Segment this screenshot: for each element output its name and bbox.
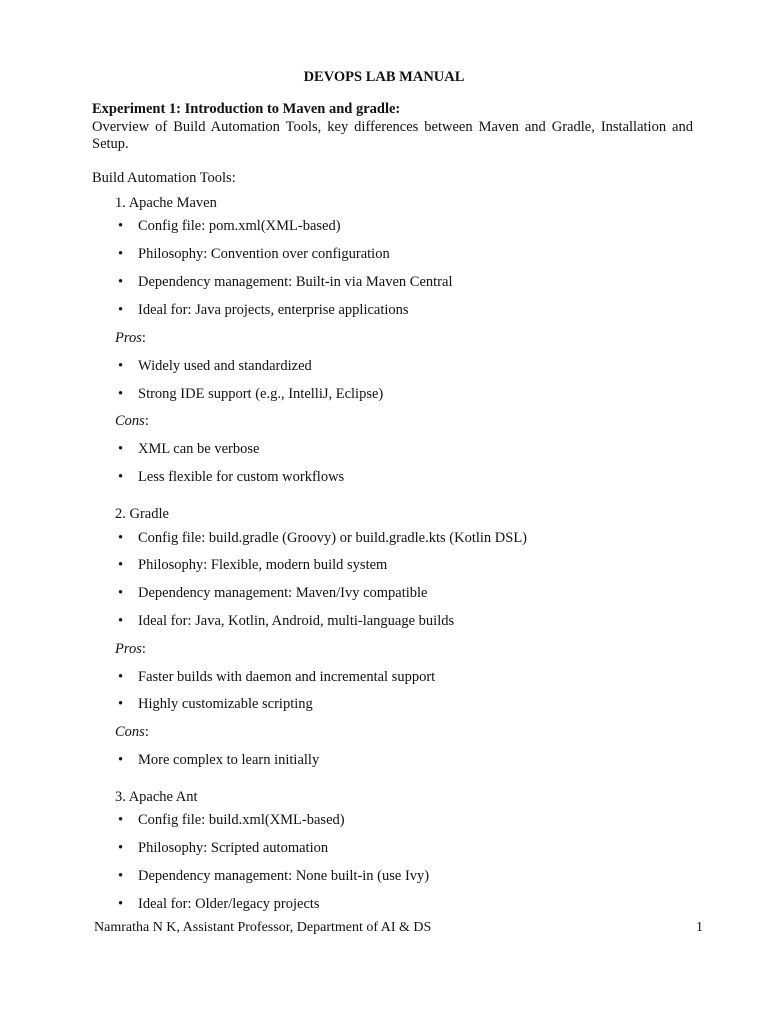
list-item bbox=[118, 302, 409, 319]
list-item bbox=[118, 752, 319, 769]
bullet-icon: • bbox=[118, 218, 124, 234]
bullet-icon: • bbox=[118, 752, 124, 768]
list-item-text: Config file: build.gradle (Groovy) or build.gradle.kts (Kotlin DSL) bbox=[138, 530, 528, 546]
bullet-icon: • bbox=[118, 358, 124, 374]
experiment-description: Overview of Build Automation Tools, key differences between Maven and Gradle, Installation and Setup. bbox=[92, 119, 693, 152]
list-item-text: Less flexible for custom workflows bbox=[138, 469, 345, 485]
list-item-text: Config file: pom.xml(XML-based) bbox=[138, 218, 341, 234]
list-item bbox=[118, 441, 259, 458]
list-item bbox=[118, 812, 345, 829]
list-item bbox=[118, 696, 313, 713]
list-item bbox=[118, 469, 344, 486]
bullet-icon: • bbox=[118, 896, 124, 912]
list-item bbox=[118, 557, 387, 574]
bullet-icon: • bbox=[118, 613, 124, 629]
cons-label: Cons: bbox=[115, 724, 149, 740]
list-item bbox=[118, 669, 435, 686]
list-item-text: Ideal for: Older/legacy projects bbox=[138, 896, 320, 912]
bullet-icon: • bbox=[118, 441, 124, 457]
list-item-text: Ideal for: Java projects, enterprise applications bbox=[138, 302, 409, 318]
list-item bbox=[118, 840, 328, 857]
page-number: 1 bbox=[696, 920, 703, 935]
bullet-icon: • bbox=[118, 840, 124, 856]
pros-label: Pros: bbox=[115, 641, 146, 657]
list-item bbox=[118, 386, 383, 403]
list-item bbox=[118, 613, 454, 630]
list-item bbox=[118, 218, 341, 235]
list-item-text: Philosophy: Flexible, modern build system bbox=[138, 557, 388, 573]
list-item bbox=[118, 868, 429, 885]
list-item-text: Dependency management: Maven/Ivy compatible bbox=[138, 585, 428, 601]
list-item-text: Philosophy: Scripted automation bbox=[138, 840, 329, 856]
list-item-text: XML can be verbose bbox=[138, 441, 260, 457]
bullet-icon: • bbox=[118, 302, 124, 318]
list-item-text: Ideal for: Java, Kotlin, Android, multi-language builds bbox=[138, 613, 455, 629]
list-item-text: Config file: build.xml(XML-based) bbox=[138, 812, 345, 828]
list-item-text: Highly customizable scripting bbox=[138, 696, 313, 712]
tool-heading-gradle: 2. Gradle bbox=[115, 506, 169, 522]
list-item bbox=[118, 896, 320, 913]
bullet-icon: • bbox=[118, 585, 124, 601]
cons-label: Cons: bbox=[115, 413, 149, 429]
bullet-icon: • bbox=[118, 469, 124, 485]
list-item-text: Widely used and standardized bbox=[138, 358, 312, 374]
list-item-text: Faster builds with daemon and incremental support bbox=[138, 669, 436, 685]
list-item-text: Philosophy: Convention over configuration bbox=[138, 246, 390, 262]
list-item-text: More complex to learn initially bbox=[138, 752, 320, 768]
list-item-text: Strong IDE support (e.g., IntelliJ, Eclipse) bbox=[138, 386, 384, 402]
bullet-icon: • bbox=[118, 530, 124, 546]
bullet-icon: • bbox=[118, 868, 124, 884]
bullet-icon: • bbox=[118, 246, 124, 262]
bullet-icon: • bbox=[118, 557, 124, 573]
bullet-icon: • bbox=[118, 274, 124, 290]
bullet-icon: • bbox=[118, 696, 124, 712]
list-item bbox=[118, 246, 390, 263]
experiment-heading: Experiment 1: Introduction to Maven and gradle: bbox=[92, 101, 401, 117]
tool-heading-ant: 3. Apache Ant bbox=[115, 789, 198, 805]
list-item bbox=[118, 585, 428, 602]
bullet-icon: • bbox=[118, 669, 124, 685]
list-item bbox=[118, 274, 452, 291]
bullet-icon: • bbox=[118, 386, 124, 402]
footer-author: Namratha N K, Assistant Professor, Department of AI & DS bbox=[94, 920, 432, 935]
bullet-icon: • bbox=[118, 812, 124, 828]
list-item-text: Dependency management: None built-in (use Ivy) bbox=[138, 868, 430, 884]
list-item-text: Dependency management: Built-in via Maven Central bbox=[138, 274, 453, 290]
tool-heading-maven: 1. Apache Maven bbox=[115, 195, 217, 211]
pros-label: Pros: bbox=[115, 330, 146, 346]
list-item bbox=[118, 358, 312, 375]
list-item bbox=[118, 530, 527, 547]
document-title: DEVOPS LAB MANUAL bbox=[303, 69, 465, 85]
section-label: Build Automation Tools: bbox=[92, 170, 236, 186]
